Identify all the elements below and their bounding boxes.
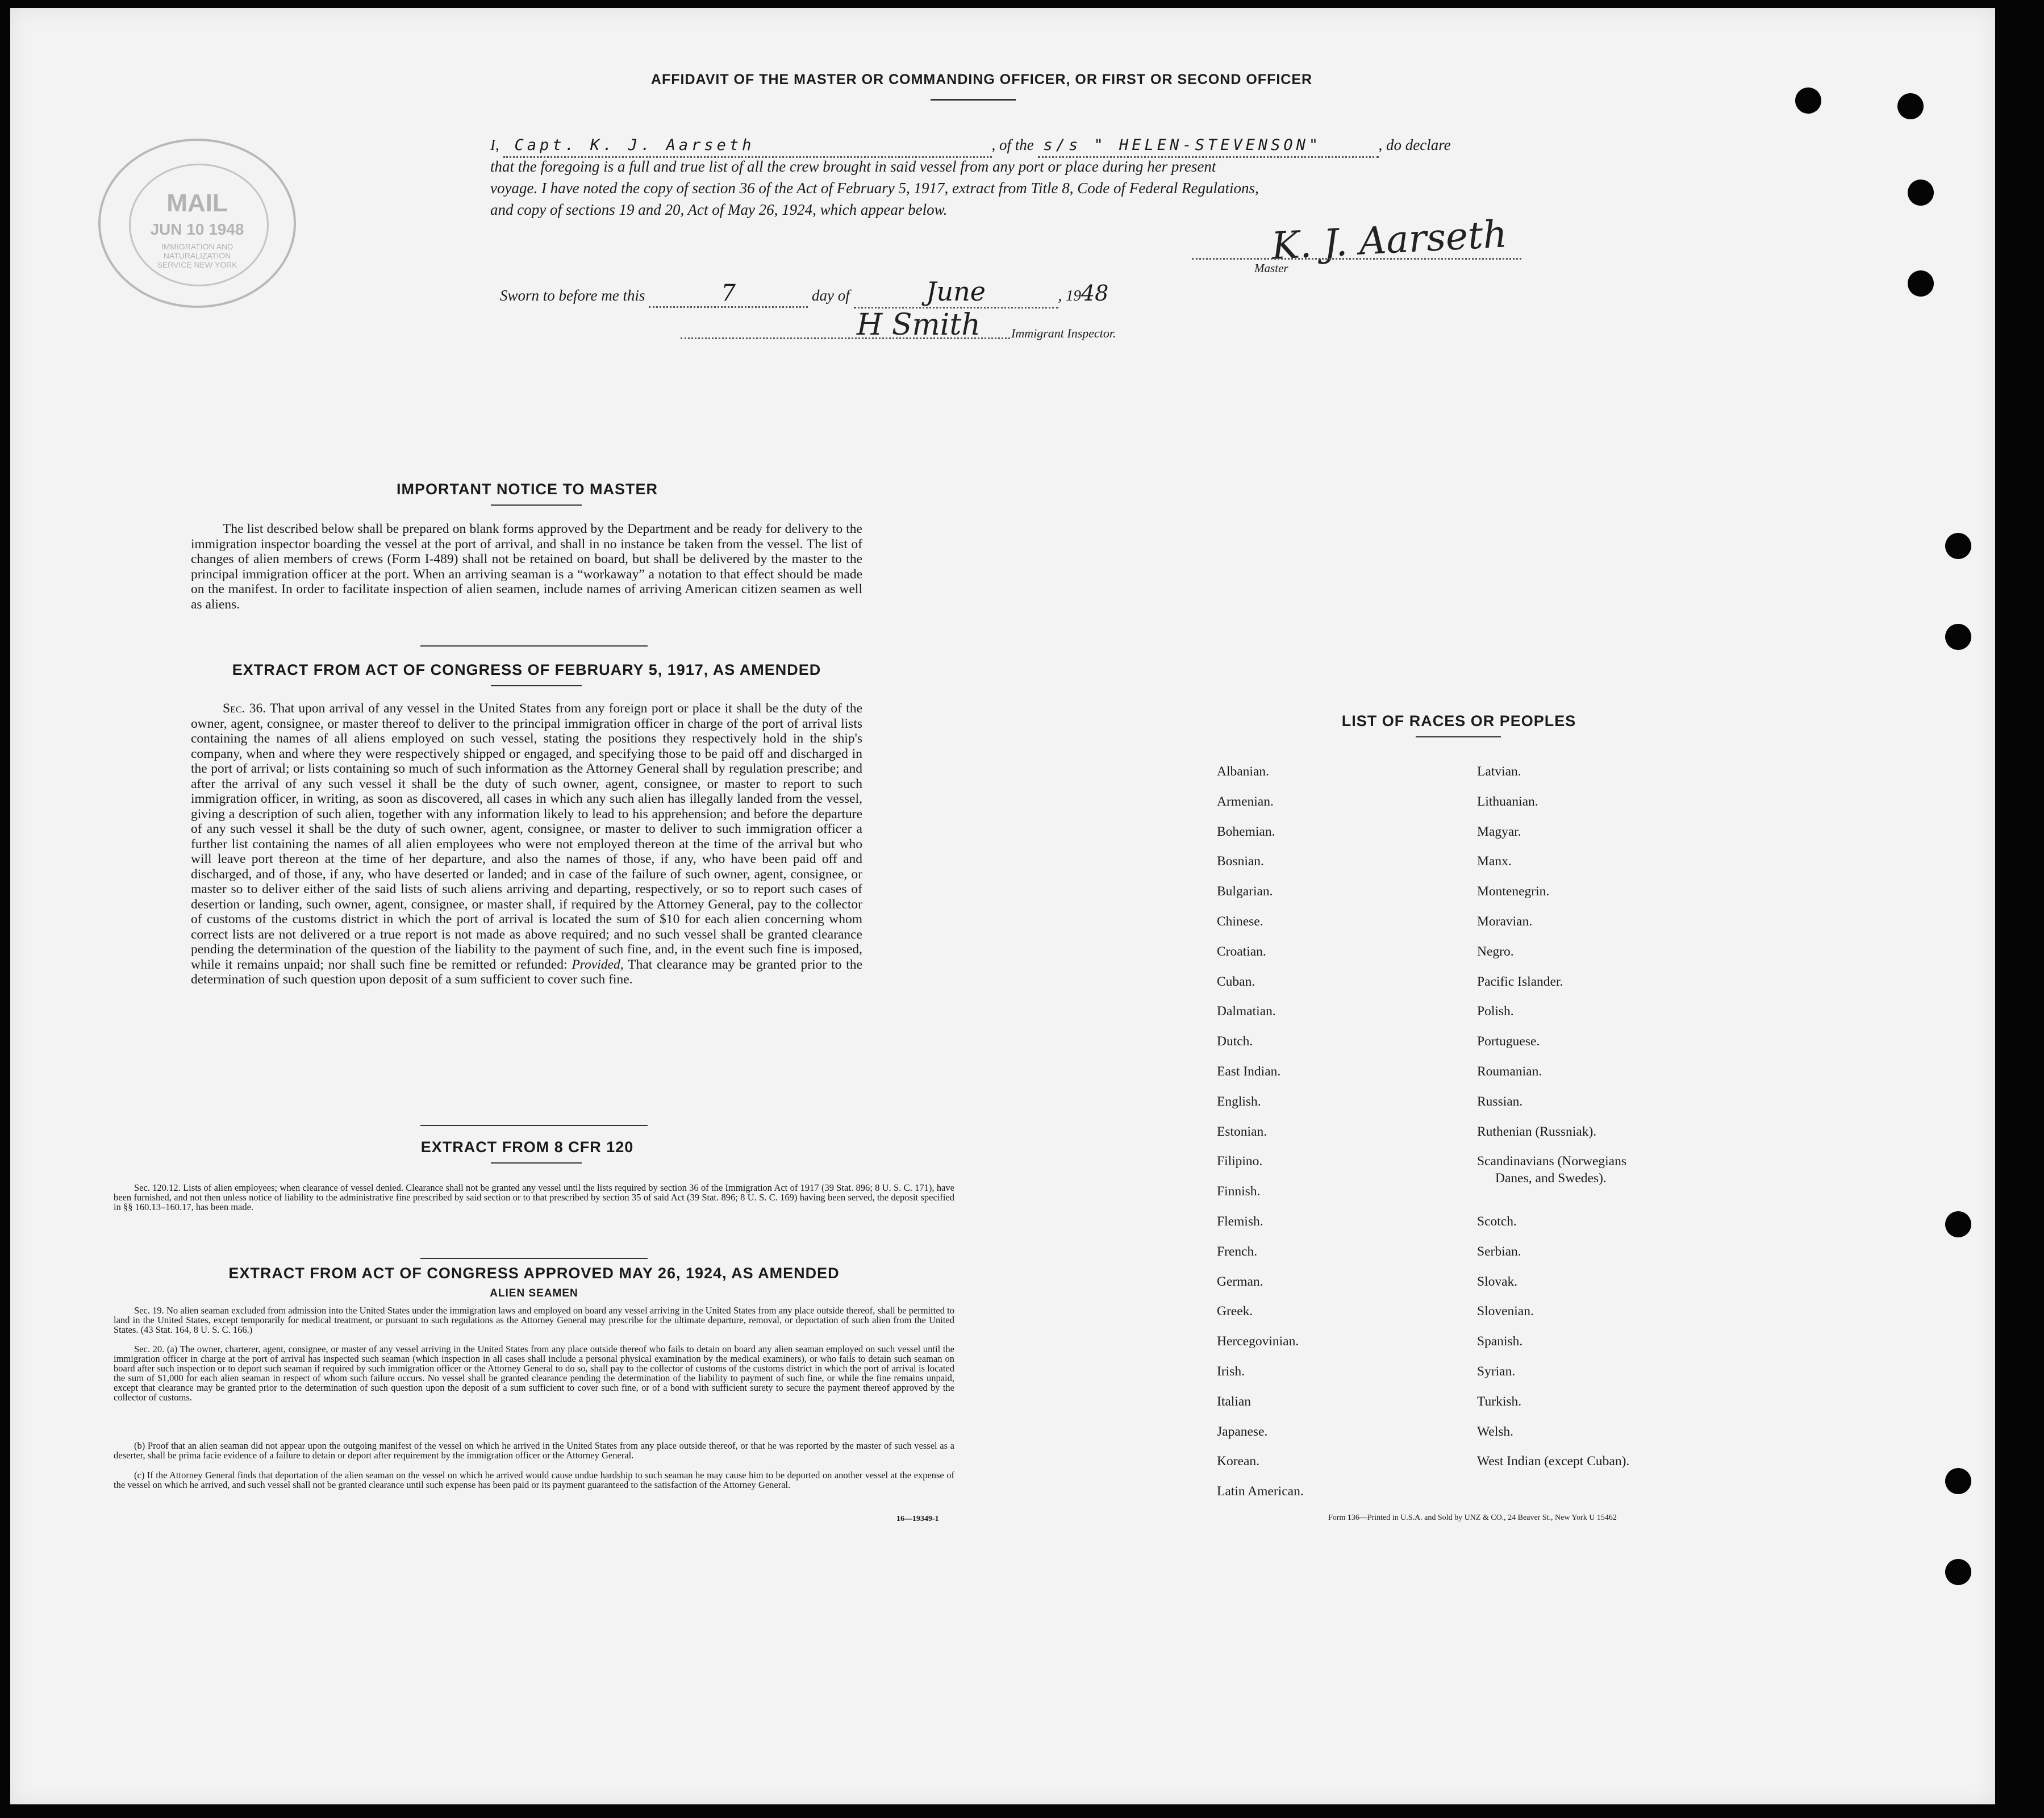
binder-hole-9 [1945, 1559, 1971, 1585]
sworn-day: 7 [721, 280, 736, 306]
cfr-divider [420, 1258, 648, 1259]
race-item: East Indian. [1217, 1064, 1281, 1079]
vessel-name-field [1038, 134, 1379, 158]
alien-seamen-subtitle: ALIEN SEAMEN [490, 1287, 578, 1299]
race-item: Ruthenian (Russniak). [1477, 1124, 1597, 1139]
declaration-line-4: and copy of sections 19 and 20, Act of May 26, 1924, which appear below. [490, 201, 948, 218]
notice-rule [491, 504, 582, 506]
sec-20c-text: (c) If the Attorney General finds that deportation of the alien seaman on the vessel on which he arrived would cause undue hardship to such seaman he may cause him to be deported on another vessel at the expense of the vessel on which he arrived, and such vessel shall not be granted clearance until such expense has been paid or its payment guaranteed to the satisfaction of the Attorney General. [114, 1470, 954, 1490]
signature-line [1192, 258, 1521, 260]
year-digits: 48 [1081, 281, 1109, 306]
binder-hole-8 [1945, 1468, 1971, 1494]
race-item: French. [1217, 1244, 1258, 1259]
race-item: Latin American. [1217, 1484, 1304, 1499]
race-item: Spanish. [1477, 1334, 1523, 1349]
race-item: Flemish. [1217, 1214, 1263, 1229]
race-item: Lithuanian. [1477, 794, 1538, 809]
race-item: Serbian. [1477, 1244, 1521, 1259]
notice-body: The list described below shall be prepared on blank forms approved by the Department and be ready for delivery to the immigration inspector boarding the vessel at the port of arrival, and shall in no instance be taken from the vessel. The list of changes of alien members of crews (Form I-489) shall not be retained on board, but shall be delivered by the master to the principal immigration officer at the port. When an arriving seaman is a “workaway” a notation to that effect should be made on the manifest. In order to facilitate inspection of alien seamen, include names of arriving American citizen seamen as well as aliens. [191, 522, 862, 612]
race-item: Armenian. [1217, 794, 1274, 809]
race-item: Moravian. [1477, 914, 1533, 929]
notice-divider [420, 645, 648, 647]
document-page [10, 8, 1995, 1804]
sec-36-text-end: That clearance may be granted prior to the determination of such question upon deposit of a sum sufficient to cover such fine. [191, 957, 863, 987]
race-item: Manx. [1477, 854, 1512, 869]
race-item: Scandinavians (Norwegians [1477, 1154, 1626, 1169]
race-item: Hercegovinian. [1217, 1334, 1299, 1349]
sec-36-label: Sec. 36. [223, 701, 266, 716]
binder-hole-1 [1795, 87, 1821, 114]
race-item: Negro. [1477, 944, 1514, 959]
race-item: Croatian. [1217, 944, 1266, 959]
declaration-line-1 [490, 134, 1558, 156]
race-item: Dutch. [1217, 1034, 1253, 1049]
race-item: Finnish. [1217, 1184, 1261, 1199]
extract-1924-title: EXTRACT FROM ACT OF CONGRESS APPROVED MAY 26, 1924, AS AMENDED [228, 1265, 840, 1282]
race-item: Slovenian. [1477, 1304, 1534, 1319]
notice-title: IMPORTANT NOTICE TO MASTER [397, 481, 658, 498]
master-signature: K. J. Aarseth [1270, 212, 1508, 268]
race-item: Turkish. [1477, 1394, 1522, 1409]
race-item: Scotch. [1477, 1214, 1517, 1229]
inspector-signature: H Smith [857, 308, 981, 342]
race-item: Portuguese. [1477, 1034, 1540, 1049]
race-item: Pacific Islander. [1477, 974, 1563, 989]
sec-20b-text: (b) Proof that an alien seaman did not appear upon the outgoing manifest of the vessel on which he arrived in the United States from any place outside thereof, or that he was reported by the master of such vessel as a deserter, shall be prima facie evidence of a failure to detain or deport after requirement by the immigration officer or the Attorney General. [114, 1440, 954, 1461]
race-item: Magyar. [1477, 824, 1521, 839]
form-code: 16—19349-1 [896, 1515, 939, 1523]
race-item: Polish. [1477, 1004, 1514, 1019]
extract-1917-divider [420, 1125, 648, 1126]
master-name: Capt. K. J. Aarseth [514, 136, 755, 154]
cfr-rule [491, 1162, 582, 1164]
sworn-month-field [854, 276, 1058, 308]
binder-hole-4 [1908, 270, 1934, 297]
race-item: Danes, and Swedes). [1495, 1171, 1607, 1186]
race-item: Estonian. [1217, 1124, 1267, 1139]
stamp-mail-text: MAIL [166, 189, 228, 217]
master-label: Master [1254, 261, 1288, 275]
binder-hole-3 [1908, 180, 1934, 206]
sec-19-text: Sec. 19. No alien seaman excluded from admission into the United States under the immigration laws and employed on board any vessel arriving in the United States from any place outside thereof, shall be permitted to land in the United States, except temporarily for medical treatment, or pursuant to such regulations as the Attorney General may prescribe for the ultimate departure, removal, or deportation of such alien from the United States. (43 Stat. 164, 8 U. S. C. 166.) [114, 1305, 954, 1335]
declaration-block [490, 134, 1558, 220]
printer-footer: Form 136—Printed in U.S.A. and Sold by UNZ & CO., 24 Beaver St., New York U 15462 [1328, 1513, 1617, 1522]
of-the-label: , of the [991, 136, 1034, 153]
sworn-day-field [649, 280, 808, 308]
race-item: Italian [1217, 1394, 1252, 1409]
race-item: West Indian (except Cuban). [1477, 1454, 1630, 1469]
race-item: Irish. [1217, 1364, 1245, 1379]
race-item: Japanese. [1217, 1424, 1268, 1439]
sec-36-text: That upon arrival of any vessel in the United States from any foreign port or place it shall be the duty of the owner, agent, consignee, or master thereof to deliver to the principal immigration officer in charge of the port of arrival lists containing the names of all aliens employed on such vessel, stating the positions they respectively hold in the ship's company, when and where they were respectively shipped or engaged, and specifying those to be paid off and discharged in the port of arrival; or lists containing so much of such information as the Attorney General shall by regulation prescribe; and after the arrival of any such vessel it shall be the duty of such owner, agent, consignee, or master to report to such immigration officer, in writing, as soon as discovered, all cases in which any such alien has illegally landed from the vessel, giving a description of such alien, together with any information likely to lead to his apprehension; and before the departure of any such vessel it shall be the duty of such owner, agent, consignee, or master to deliver to such immigration officer a further list containing the names of all alien employees who were not employed thereon at the time of the arrival but who will leave port thereon at the time of her departure, and also the names of those, if any, who have been paid off and discharged, and of those, if any, who have deserted or landed; and in case of the failure of such owner, agent, consignee, or master so to deliver either of the said lists of such aliens arriving and departing, respectively, or so to report such cases of desertion or landing, such owner, agent, consignee, or master shall, if required by the Attorney General, pay to the collector of customs of the customs district in which the port of arrival is located the sum of $10 for each alien concerning whom correct lists are not delivered or a true report is not made as above required; and no such vessel shall be granted clearance pending the determination of the question of the liability to the payment of such fine, and, in the event such fine is imposed, while it remains unpaid; nor shall such fine be remitted or refunded: [191, 701, 863, 972]
binder-hole-6 [1945, 624, 1971, 650]
declaration-line-3: voyage. I have noted the copy of section 36 of the Act of February 5, 1917, extract from Title 8, Code of Federal Regulations, [490, 180, 1259, 197]
race-item: Cuban. [1217, 974, 1255, 989]
race-item: Greek. [1217, 1304, 1253, 1319]
race-item: Slovak. [1477, 1274, 1518, 1289]
day-of-label: day of [812, 287, 850, 304]
do-declare-label: , do declare [1378, 136, 1451, 153]
title-rule [931, 99, 1016, 101]
cfr-body: Sec. 120.12. Lists of alien employees; when clearance of vessel denied. Clearance shall not be granted any vessel until the lists required by section 36 of the Immigration Act of 1917 (39 Stat. 896; 8 U. S. C. 171), have been furnished, and not then unless notice of liability to the administrative fine prescribed by said section or to that prescribed by section 35 of said Act (39 Stat. 896; 8 U. S. C. 169) having been served, the deposit specified in §§ 160.13–160.17, has been made. [114, 1182, 954, 1212]
race-item: Chinese. [1217, 914, 1263, 929]
race-item: Bohemian. [1217, 824, 1275, 839]
race-item: Filipino. [1217, 1154, 1263, 1169]
races-title: LIST OF RACES OR PEOPLES [1341, 712, 1576, 729]
race-item: Welsh. [1477, 1424, 1514, 1439]
race-item: Montenegrin. [1477, 884, 1550, 899]
sec-20a-text: Sec. 20. (a) The owner, charterer, agent, consignee, or master of any vessel arriving in the United States from any place outside thereof who fails to detain on board any alien seaman employed on such vessel until the immigration officer in charge at the port of arrival has inspected such seaman (which inspection in all cases shall include a personal physical examination by the medical examiners), or who fails to detain such seaman on board after such inspection or to deport such seaman if required by such immigration officer or the Attorney General to do so, shall pay to the collector of customs of the customs district in which the port of arrival is located the sum of $1,000 for each alien seaman in respect of whom such failure occurs. No vessel shall be granted clearance pending the determination of the liability to payment of such fine, or while the fine remains unpaid, except that clearance may be granted prior to the determination of such question upon the deposit of a sum sufficient to cover such fine, or of a bond with sufficient surety to secure the payment thereof approved by the collector of customs. [114, 1344, 954, 1403]
race-item: Latvian. [1477, 764, 1521, 779]
extract-1917-title: EXTRACT FROM ACT OF CONGRESS OF FEBRUARY 5, 1917, AS AMENDED [232, 661, 821, 678]
binder-hole-5 [1945, 533, 1971, 559]
i-label: I, [490, 136, 499, 153]
race-item: Korean. [1217, 1454, 1260, 1469]
binder-hole-2 [1897, 93, 1924, 119]
race-item: Bosnian. [1217, 854, 1264, 869]
race-item: Dalmatian. [1217, 1004, 1276, 1019]
affidavit-title: AFFIDAVIT OF THE MASTER OR COMMANDING OFFICER, OR FIRST OR SECOND OFFICER [650, 72, 1313, 87]
stamp-agency: IMMIGRATION AND NATURALIZATION SERVICE NEW YORK [157, 242, 237, 269]
stamp-date: JUN 10 1948 [150, 220, 244, 238]
race-item: German. [1217, 1274, 1263, 1289]
inspector-line [681, 337, 1010, 339]
year-label: , 19 [1058, 287, 1081, 304]
race-item: English. [1217, 1094, 1261, 1109]
declaration-line-2: that the foregoing is a full and true list of all the crew brought in said vessel from any port or place during her present [490, 158, 1216, 175]
mail-stamp [98, 139, 296, 308]
race-item: Russian. [1477, 1094, 1523, 1109]
binder-hole-7 [1945, 1211, 1971, 1237]
race-item: Syrian. [1477, 1364, 1516, 1379]
sworn-line [500, 276, 1108, 308]
race-item: Roumanian. [1477, 1064, 1542, 1079]
extract-1917-rule [491, 685, 582, 686]
race-item: Albanian. [1217, 764, 1270, 779]
extract-1917-body [191, 701, 862, 987]
sworn-month: June [926, 276, 986, 307]
races-rule [1416, 736, 1501, 737]
cfr-title: EXTRACT FROM 8 CFR 120 [420, 1139, 634, 1156]
sworn-label: Sworn to before me this [500, 287, 645, 304]
vessel-name: s/s " HELEN-STEVENSON" [1043, 136, 1322, 154]
race-item: Bulgarian. [1217, 884, 1273, 899]
provided-label: Provided, [572, 957, 624, 972]
inspector-label: Immigrant Inspector. [1011, 326, 1116, 340]
master-name-field [503, 134, 992, 158]
